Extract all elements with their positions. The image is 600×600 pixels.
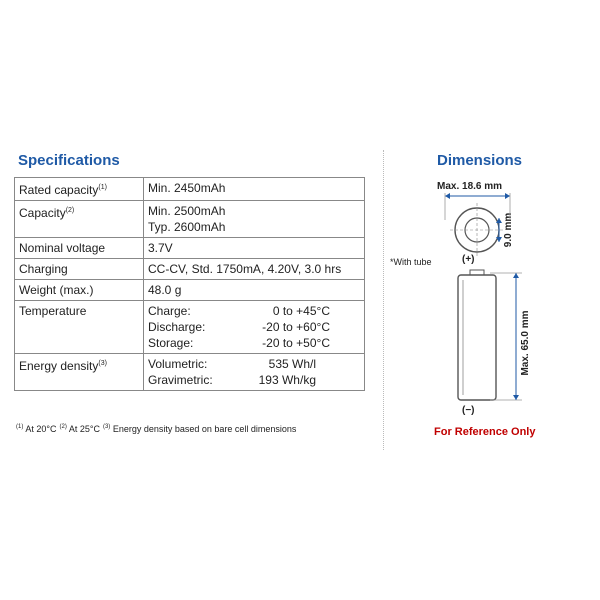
spec-value [144, 280, 365, 301]
spec-label [15, 280, 144, 301]
dimensions-title: Dimensions [437, 152, 523, 169]
table-row [15, 280, 365, 301]
spec-label-text: Rated capacity [19, 183, 99, 197]
spec-value-key: Discharge: [148, 320, 206, 334]
spec-value-key: 3.7V [148, 241, 173, 255]
spec-value-key: Volumetric: [148, 357, 208, 371]
spec-value-line [148, 335, 360, 351]
spec-value-line [148, 282, 360, 298]
table-row [15, 201, 365, 238]
spec-value-key: Min. 2450mAh [148, 181, 226, 195]
specifications-title: Specifications [18, 152, 120, 169]
spec-label-text: Nominal voltage [19, 241, 106, 255]
footnote-text: At 25°C [68, 424, 100, 434]
spec-label [15, 201, 144, 238]
dimensions-drawing [430, 190, 540, 420]
footnote-marker: (1) [98, 184, 107, 191]
spec-value-line [148, 356, 360, 372]
table-row [15, 259, 365, 280]
footnote-text: At 20°C [25, 424, 57, 434]
spec-value-line [148, 261, 360, 277]
length-label: Max. 65.0 mm [520, 310, 531, 376]
footnote-text: Energy density based on bare cell dimensions [112, 424, 297, 434]
diameter-label: Max. 18.6 mm [437, 181, 503, 192]
spec-label-text: Charging [19, 262, 68, 276]
negative-terminal-label: (−) [462, 405, 475, 416]
spec-value [144, 301, 365, 354]
spec-label-text: Temperature [19, 304, 87, 318]
footnote-item [16, 424, 56, 434]
table-row [15, 178, 365, 201]
spec-value-key: 48.0 g [148, 283, 182, 297]
footnote-item [103, 424, 296, 434]
spec-value-line [148, 219, 360, 235]
section-divider [383, 150, 384, 450]
spec-value-line [148, 319, 360, 335]
reference-note: For Reference Only [434, 426, 536, 438]
specifications-table [14, 177, 365, 391]
table-row [15, 301, 365, 354]
spec-value-number: -20 to +50°C [262, 336, 330, 350]
arrow-head [513, 395, 519, 400]
spec-value-line [148, 372, 360, 388]
spec-value-line [148, 203, 360, 219]
positive-terminal-label: (+) [462, 254, 475, 265]
footnote-marker: (3) [102, 424, 111, 430]
spec-value-number: 193 Wh/kg [258, 373, 316, 387]
spec-label-text: Capacity [19, 206, 66, 220]
arrow-head [445, 193, 450, 199]
table-row [15, 238, 365, 259]
footnote-item [59, 424, 99, 434]
spec-value-number: 535 Wh/l [268, 357, 316, 371]
spec-label [15, 301, 144, 354]
spec-value-key: CC-CV, Std. 1750mA, 4.20V, 3.0 hrs [148, 262, 342, 276]
spec-label-text: Weight (max.) [19, 283, 94, 297]
spec-value-key: Storage: [148, 336, 194, 350]
spec-value-key: Charge: [148, 304, 191, 318]
spec-label [15, 178, 144, 201]
spec-value [144, 178, 365, 201]
positive-terminal-cap [470, 270, 484, 275]
footnote-marker: (2) [65, 207, 75, 214]
spec-label [15, 259, 144, 280]
footnote-marker: (1) [16, 424, 24, 430]
footnote-marker: (2) [59, 424, 67, 430]
spec-value-line [148, 180, 360, 196]
inner-dimension-label: 9.0 mm [503, 212, 514, 248]
arrow-head [513, 273, 519, 278]
spec-value-key: Gravimetric: [148, 373, 213, 387]
spec-value-line [148, 240, 360, 256]
footnotes [16, 424, 299, 434]
spec-value-number: -20 to +60°C [262, 320, 330, 334]
arrow-head [505, 193, 510, 199]
spec-value [144, 259, 365, 280]
table-row [15, 354, 365, 391]
spec-label [15, 354, 144, 391]
spec-label-text: Energy density [19, 359, 99, 373]
footnote-marker: (3) [98, 360, 107, 367]
spec-value-key: Min. 2500mAh [148, 204, 226, 218]
spec-value [144, 201, 365, 238]
tube-note: *With tube [390, 257, 432, 267]
spec-value [144, 354, 365, 391]
spec-value [144, 238, 365, 259]
spec-value-key: Typ. 2600mAh [148, 220, 226, 234]
spec-value-line [148, 303, 360, 319]
spec-label [15, 238, 144, 259]
spec-value-number: 0 to +45°C [272, 304, 330, 318]
